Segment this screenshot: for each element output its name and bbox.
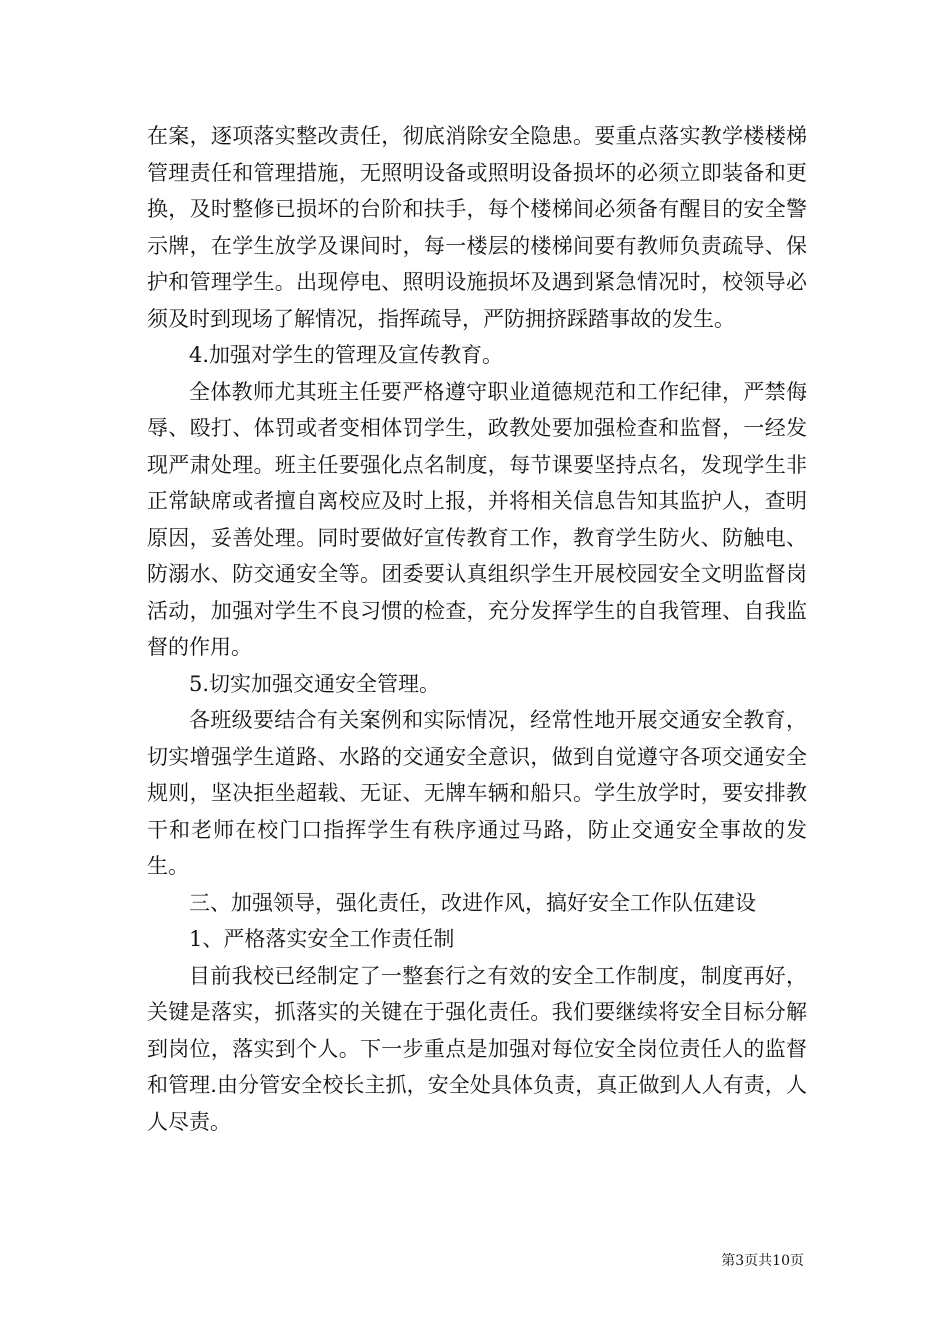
- paragraph-continued: 在案，逐项落实整改责任，彻底消除安全隐患。要重点落实教学楼楼梯管理责任和管理措施，无照明设备或照明设备损坏的必须立即装备和更换，及时整修已损坏的台阶和扶手，每个楼梯间必须备有醒目的安全警示牌，在学生放学及课间时，每一楼层的楼梯间要有教师负责疏导、保护和管理学生。出现停电、照明设施损坏及遇到紧急情况时，校领导必须及时到现场了解情况，指挥疏导，严防拥挤踩踏事故的发生。: [147, 124, 807, 331]
- heading-responsibility-system: 1、严格落实安全工作责任制: [189, 927, 455, 951]
- paragraph-responsibility-system: 目前我校已经制定了一整套行之有效的安全工作制度，制度再好，关键是落实，抓落实的关键在于强化责任。我们要继续将安全目标分解到岗位，落实到个人。下一步重点是加强对每位安全岗位责任人的监督和管理.由分管安全校长主抓，安全处具体负责，真正做到人人有责，人人尽责。: [147, 963, 807, 1134]
- heading-student-management: 4.加强对学生的管理及宣传教育。: [189, 343, 504, 367]
- page-number: 第3页共10页: [721, 1253, 804, 1269]
- paragraph-student-management: 全体教师尤其班主任要严格遵守职业道德规范和工作纪律，严禁侮辱、殴打、体罚或者变相体罚学生，政教处要加强检查和监督，一经发现严肃处理。班主任要强化点名制度，每节课要坚持点名，发现学生非正常缺席或者擅自离校应及时上报，并将相关信息告知其监护人，查明原因，妥善处理。同时要做好宣传教育工作，教育学生防火、防触电、防溺水、防交通安全等。团委要认真组织学生开展校园安全文明监督岗活动，加强对学生不良习惯的检查，充分发挥学生的自我管理、自我监督的作用。: [147, 379, 807, 659]
- heading-traffic-safety: 5.切实加强交通安全管理。: [189, 671, 441, 696]
- section-heading-leadership: 三、加强领导，强化责任，改进作风，搞好安全工作队伍建设: [189, 890, 756, 915]
- paragraph-traffic-safety: 各班级要结合有关案例和实际情况，经常性地开展交通安全教育，切实增强学生道路、水路的交通安全意识，做到自觉遵守各项交通安全规则，坚决拒坐超载、无证、无牌车辆和船只。学生放学时，要安排教干和老师在校门口指挥学生有秩序通过马路，防止交通安全事故的发生。: [147, 708, 807, 878]
- document-body: [147, 118, 807, 1140]
